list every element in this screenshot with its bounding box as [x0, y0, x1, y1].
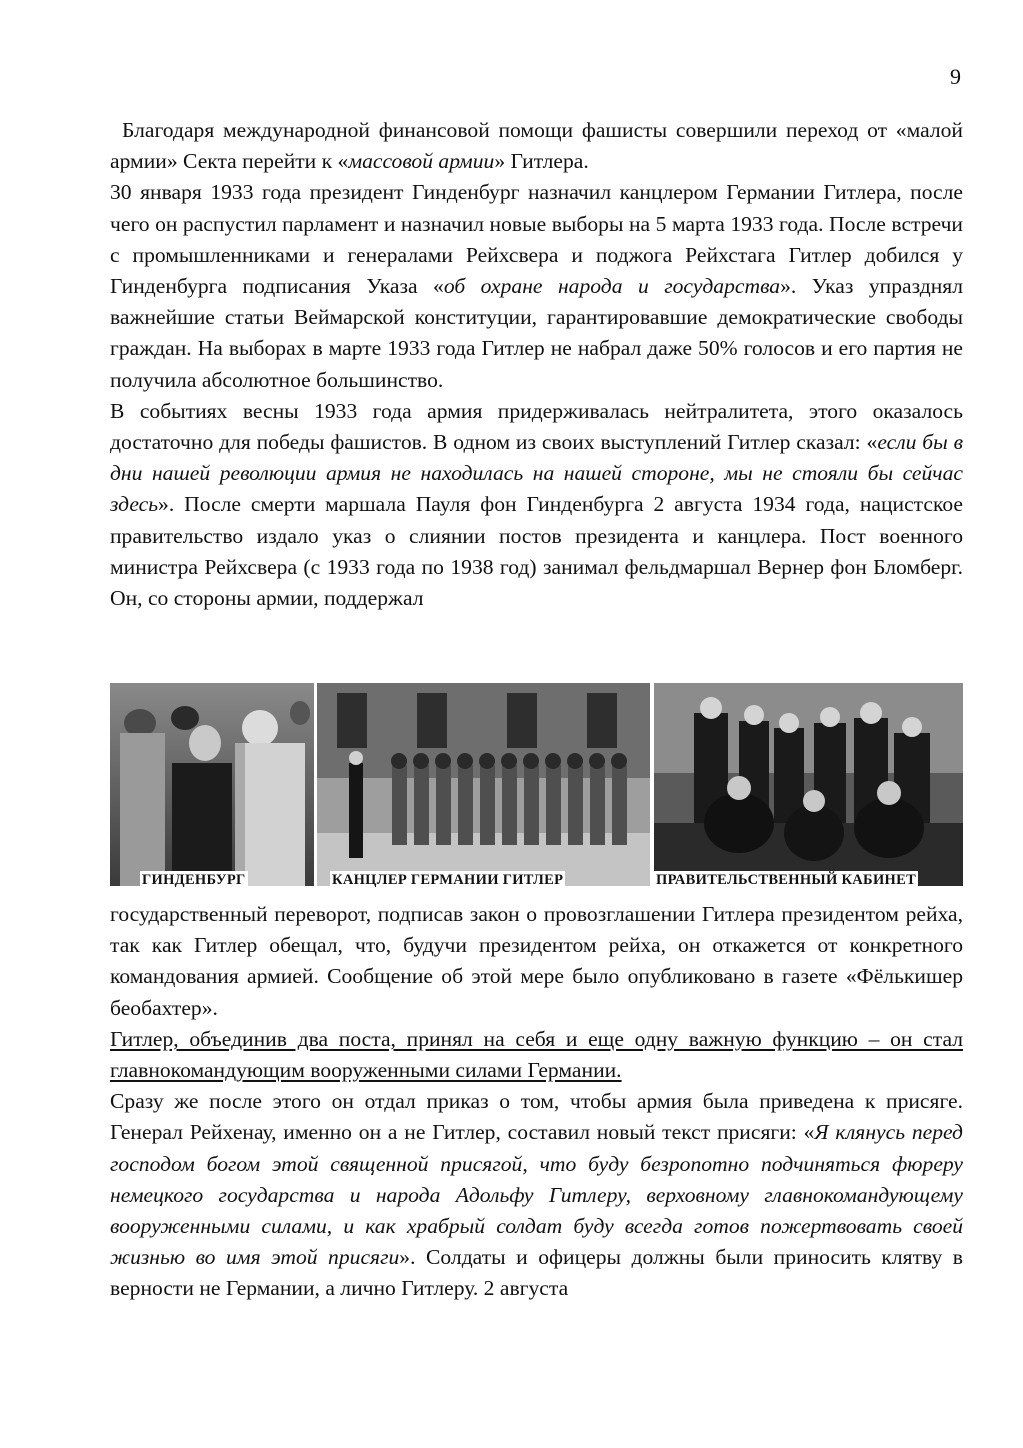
photo-strip — [110, 683, 963, 888]
paragraph — [110, 396, 963, 614]
text-block-bottom — [110, 899, 963, 1305]
text-run: ». После смерти маршала Пауля фон Гинденбурга 2 августа 1934 года, нацистское правительство издало указ о слиянии постов президента и канцлера. Пост военного министра Рейхсвера (с 1933 года по 1938 год) занимал фельдмаршал Вернер фон Бломберг. Он, со стороны армии, поддержал — [110, 492, 963, 611]
paragraph — [110, 115, 963, 177]
photo-hindenburg — [110, 683, 314, 886]
page-number: 9 — [950, 64, 961, 89]
text-run: Благодаря международной финансовой помощи фашисты совершили переход от «малой армии» Секта перейти к « — [110, 118, 963, 174]
paragraph: государственный переворот, подписав закон о провозглашении Гитлера президентом рейха, так как Гитлер обещал, что, будучи президентом рейха, он откажется от конкретного командования армией. Сообщение об этой мере было опубликовано в газете «Фёлькишер беобахтер». — [110, 902, 963, 1020]
photo-caption-chancellor: КАНЦЛЕР ГЕРМАНИИ ГИТЛЕР — [332, 872, 564, 888]
paragraph — [110, 177, 963, 395]
photo-cabinet-image — [654, 683, 963, 886]
italic-text: массовой армии — [348, 149, 495, 174]
photo-hindenburg-image — [110, 683, 314, 886]
photo-cabinet — [654, 683, 963, 886]
photo-caption-cabinet: ПРАВИТЕЛЬСТВЕННЫЙ КАБИНЕТ — [656, 872, 917, 888]
italic-text: об охране народа и государства — [443, 274, 781, 299]
underlined-paragraph: Гитлер, объединив два поста, принял на себя и еще одну важную функцию – он стал главнокомандующим вооруженными силами Германии. — [110, 1026, 963, 1083]
photo-caption-hindenburg: ГИНДЕНБУРГ — [142, 872, 246, 888]
photo-chancellor-image — [317, 683, 650, 886]
text-run: 30 января 1933 года президент Гинденбург назначил канцлером Германии Гитлера, после чего он распустил парламент и назначил новые выборы на 5 марта 1933 года. После встречи с промышленниками и генералами Рейхсвера и поджога Рейхстага Гитлер добился у Гинденбурга подписания Указа « — [110, 180, 963, 299]
oath-quote-italic: Я клянусь перед господом богом этой священной присягой, что буду безропотно подчиняться фюреру немецкого государства и народа Адольфу Гитлеру, верховному главнокомандующему вооруженными силами, и как храбрый солдат буду всегда готов пожертвовать своей жизнью во имя этой присяги — [110, 1120, 963, 1270]
text-run: » Гитлера. — [494, 149, 589, 174]
photo-chancellor — [317, 683, 650, 886]
text-run: ». Указ упразднял важнейшие статьи Веймарской конституции, гарантировавшие демократические свободы граждан. На выборах в марте 1933 года Гитлер не набрал даже 50% голосов и его партия не получила абсолютное большинство. — [110, 274, 963, 392]
text-run: Сразу же после этого он отдал приказ о том, чтобы армия была приведена к присяге. Генерал Рейхенау, именно он а не Гитлер, составил новый текст присяги: « — [110, 1089, 963, 1145]
text-block-top — [110, 115, 963, 614]
text-run: ». Солдаты и офицеры должны были приносить клятву в верности не Германии, а лично Гитлеру. 2 августа — [110, 1245, 963, 1301]
text-run: В событиях весны 1933 года армия придерживалась нейтралитета, этого оказалось достаточно для победы фашистов. В одном из своих выступлений Гитлер сказал: « — [110, 398, 963, 455]
paragraph — [110, 1086, 963, 1304]
quote-italic: если бы в дни нашей революции армия не находилась на нашей стороне, мы не стояли бы сейчас здесь — [110, 430, 963, 517]
